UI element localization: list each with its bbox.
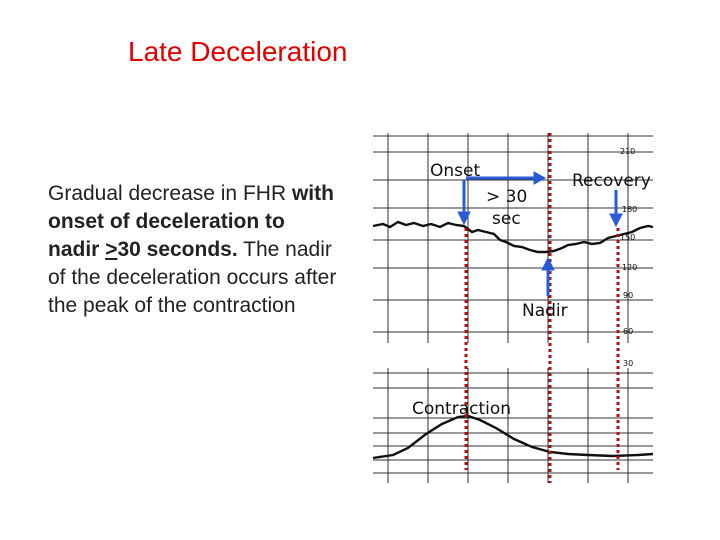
description-text-1: Gradual decrease in FHR (48, 182, 292, 205)
nadir-label: Nadir (522, 301, 568, 321)
scale-mark-180: 180 (622, 205, 638, 214)
description-text-5: The nadir of the deceleration occurs after the peak of the contraction (48, 238, 337, 317)
contraction-grid (373, 368, 653, 483)
scale-mark-210: 210 (620, 147, 636, 156)
recovery-label: Recovery (572, 171, 651, 191)
scale-mark-60: 60 (623, 327, 634, 336)
description-text-4: 30 seconds. (117, 238, 238, 261)
tracing-svg (368, 128, 658, 488)
scale-mark-90: 90 (623, 291, 634, 300)
scale-mark-150: 150 (620, 233, 636, 242)
contraction-label: Contraction (412, 399, 512, 419)
duration-label-line2: sec (492, 209, 521, 229)
nadir-arrow-icon (542, 258, 554, 296)
slide-title: Late Deceleration (128, 36, 348, 67)
scale-mark-30: 30 (623, 359, 634, 368)
scale-mark-120: 120 (622, 263, 638, 272)
contraction-curve (373, 416, 653, 458)
slide-description (48, 180, 338, 320)
duration-label-line1: > 30 (486, 187, 528, 207)
onset-label: Onset (430, 161, 481, 181)
description-text-3: > (105, 238, 118, 261)
description-text-2: with onset of deceleration to nadir (48, 182, 334, 261)
late-deceleration-tracing-figure (368, 128, 658, 488)
